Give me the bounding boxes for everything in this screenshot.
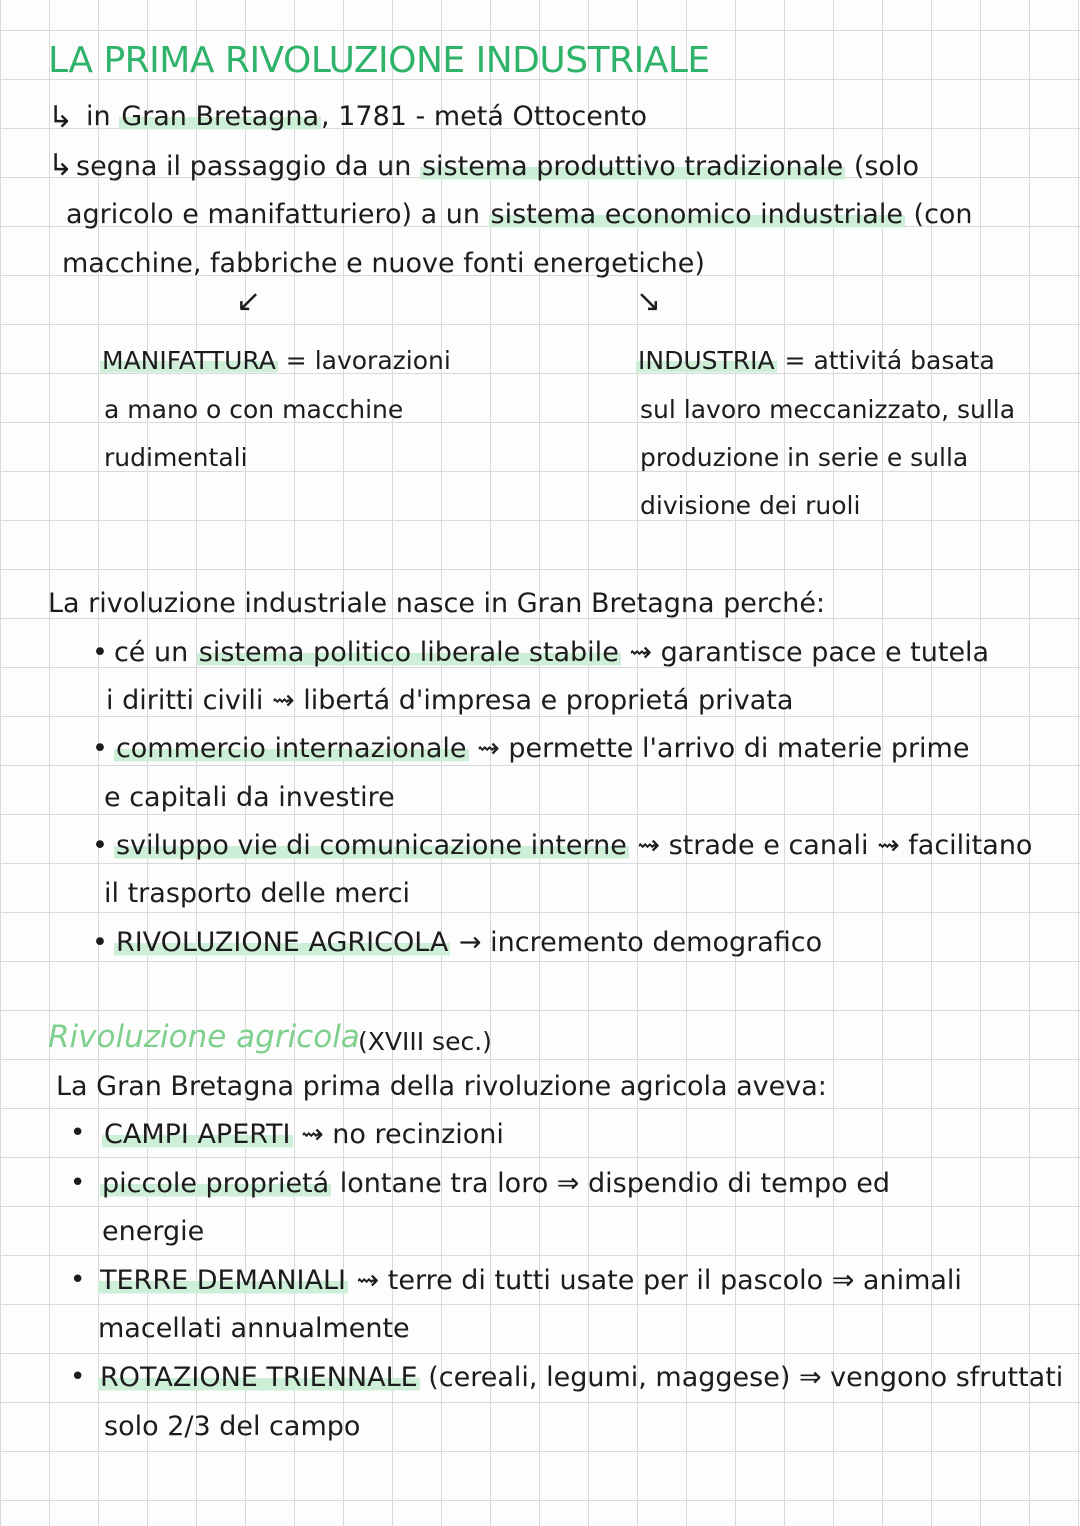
text: lontane tra loro ⇒ dispendio di tempo ed: [331, 1168, 891, 1199]
arrow-icon: ↳: [48, 100, 74, 135]
text: agricolo e manifatturiero) a un: [66, 199, 489, 230]
cause-2: [92, 732, 969, 766]
cause-3-line-2: il trasporto delle merci: [104, 878, 411, 909]
page-title: LA PRIMA RIVOLUZIONE INDUSTRIALE: [48, 40, 710, 81]
bullet-icon: •: [70, 1118, 86, 1148]
text: = lavorazioni: [277, 346, 451, 375]
causes-heading: La rivoluzione industriale nasce in Gran Bretagna perché:: [48, 588, 826, 619]
text: (cereali, legumi, maggese) ⇒ vengono sfruttati: [419, 1362, 1064, 1393]
cause-2-line-2: e capitali da investire: [104, 782, 395, 813]
bullet-icon: •: [92, 733, 108, 764]
text: (con: [904, 199, 973, 230]
industria-line-2: sul lavoro meccanizzato, sulla: [640, 395, 1016, 424]
highlight: sistema economico industriale: [490, 199, 903, 230]
text: = attivitá basata: [776, 346, 995, 375]
highlight: Gran Bretagna: [121, 101, 320, 132]
manifattura-line-1: [100, 344, 451, 378]
highlight: sviluppo vie di comunicazione interne: [115, 830, 627, 861]
agri-heading: La Gran Bretagna prima della rivoluzione agricola aveva:: [56, 1071, 827, 1102]
text: ⇝ garantisce pace e tutela: [620, 637, 990, 668]
highlight: CAMPI APERTI: [104, 1119, 291, 1150]
intro-line-2: [76, 150, 919, 184]
cause-4: [92, 926, 822, 960]
text: (solo: [845, 151, 919, 182]
bullet-icon: •: [70, 1265, 86, 1295]
agri-item-2: [100, 1167, 890, 1201]
section-subtitle: Rivoluzione agricola: [48, 1019, 360, 1055]
agri-item-1: [102, 1118, 504, 1152]
bullet-icon: •: [92, 927, 108, 958]
text: → incremento demografico: [450, 927, 823, 958]
bullet-icon: •: [70, 1362, 86, 1392]
intro-line-4: macchine, fabbriche e nuove fonti energetiche): [62, 248, 705, 279]
arrow-down-right-icon: ↘: [636, 284, 662, 319]
bullet-icon: •: [92, 830, 108, 861]
arrow-icon: ↳: [48, 148, 74, 183]
highlight: RIVOLUZIONE AGRICOLA: [115, 927, 449, 958]
cause-3: [92, 829, 1032, 863]
text: , 1781 - metá Ottocento: [321, 101, 648, 132]
highlight: sistema produttivo tradizionale: [421, 151, 844, 182]
century-label: (XVIII sec.): [358, 1027, 492, 1056]
industria-line-4: divisione dei ruoli: [640, 491, 861, 520]
text: ⇝ terre di tutti usate per il pascolo ⇒ animali: [347, 1265, 962, 1296]
agri-item-3-line-2: macellati annualmente: [98, 1313, 410, 1344]
text: segna il passaggio da un: [76, 151, 420, 182]
arrow-down-left-icon: ↙: [236, 284, 262, 319]
agri-item-3: [98, 1264, 962, 1298]
industria-line-1: [636, 344, 995, 378]
highlight: TERRE DEMANIALI: [100, 1265, 346, 1296]
text: cé un: [113, 637, 197, 668]
manifattura-line-2: a mano o con macchine: [104, 395, 404, 424]
intro-line-3: [66, 198, 973, 232]
text: ⇝ no recinzioni: [292, 1119, 504, 1150]
cause-1: [92, 636, 989, 670]
highlight: ROTAZIONE TRIENNALE: [100, 1362, 418, 1393]
intro-line-1: [86, 100, 647, 134]
term: INDUSTRIA: [638, 346, 775, 375]
term: MANIFATTURA: [102, 346, 276, 375]
bullet-icon: •: [92, 637, 108, 668]
highlight: commercio internazionale: [115, 733, 467, 764]
manifattura-line-3: rudimentali: [104, 443, 248, 472]
cause-1-line-2: i diritti civili ⇝ libertá d'impresa e proprietá privata: [106, 685, 794, 716]
highlight: piccole proprietá: [102, 1168, 330, 1199]
agri-item-4-line-2: solo 2/3 del campo: [104, 1411, 361, 1442]
text: ⇝ permette l'arrivo di materie prime: [468, 733, 970, 764]
text: in: [86, 101, 120, 132]
agri-item-2-line-2: energie: [102, 1216, 205, 1247]
industria-line-3: produzione in serie e sulla: [640, 443, 969, 472]
bullet-icon: •: [70, 1168, 86, 1198]
text: ⇝ strade e canali ⇝ facilitano: [628, 830, 1033, 861]
agri-item-4: [98, 1361, 1063, 1395]
highlight: sistema politico liberale stabile: [198, 637, 619, 668]
